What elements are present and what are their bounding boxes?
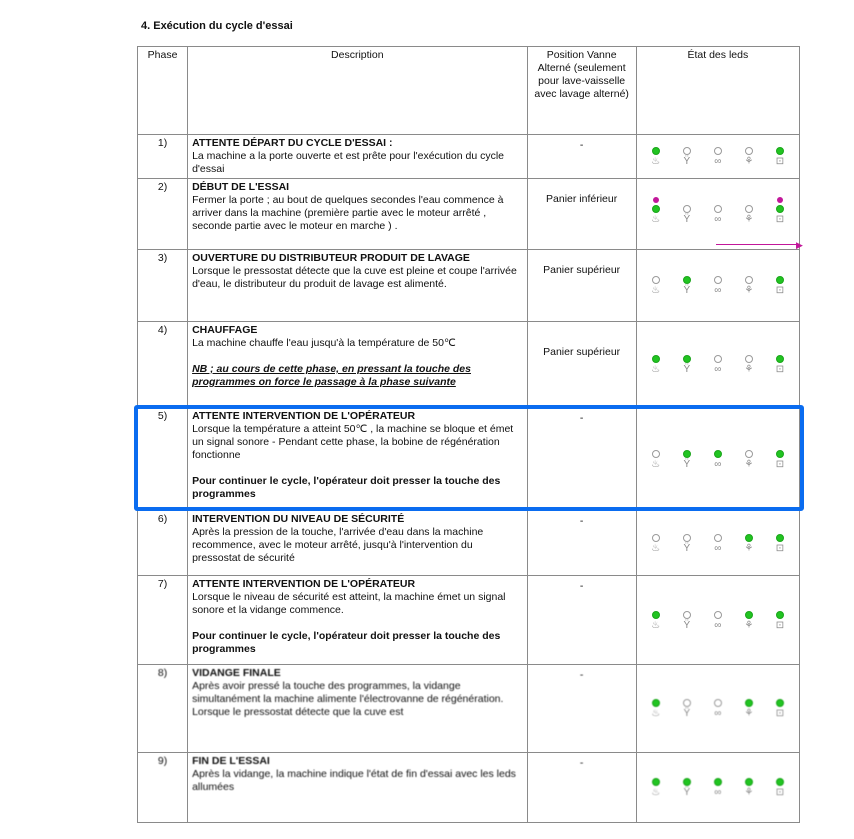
wash-icon: ♨ bbox=[651, 708, 661, 719]
led-slot bbox=[769, 603, 791, 637]
led-slot bbox=[738, 347, 760, 381]
dish-icon: ⚘ bbox=[744, 285, 754, 296]
led-on bbox=[776, 355, 784, 363]
led-slot bbox=[645, 139, 667, 173]
led-on bbox=[683, 355, 691, 363]
table-row bbox=[138, 322, 800, 408]
valve-position: - bbox=[527, 511, 636, 576]
led-on bbox=[652, 355, 660, 363]
led-slot bbox=[645, 197, 667, 231]
led-slot bbox=[769, 347, 791, 381]
led-off bbox=[652, 276, 660, 284]
led-slot bbox=[707, 347, 729, 381]
dish-icon: ⚘ bbox=[744, 787, 754, 798]
phase-title: ATTENTE DÉPART DU CYCLE D'ESSAI : bbox=[192, 137, 393, 149]
led-slot bbox=[645, 268, 667, 302]
led-slot bbox=[707, 770, 729, 804]
phase-number: 6) bbox=[138, 511, 188, 576]
wash-icon: ♨ bbox=[651, 214, 661, 225]
section-title: 4. Exécution du cycle d'essai bbox=[141, 20, 293, 32]
led-slot bbox=[676, 347, 698, 381]
led-slot bbox=[707, 603, 729, 637]
phase-description bbox=[188, 665, 528, 753]
eco-icon: ∞ bbox=[714, 285, 722, 296]
led-slot bbox=[707, 691, 729, 725]
led-off bbox=[745, 276, 753, 284]
led-off bbox=[745, 205, 753, 213]
led-on bbox=[652, 699, 660, 707]
phase-continue: Pour continuer le cycle, l'opérateur doit presser la touche des programmes bbox=[192, 630, 501, 655]
led-off bbox=[714, 355, 722, 363]
led-group bbox=[645, 139, 791, 173]
led-slot bbox=[738, 691, 760, 725]
phase-description bbox=[188, 511, 528, 576]
led-states bbox=[636, 665, 799, 753]
highlight-box bbox=[134, 405, 804, 511]
led-slot bbox=[676, 139, 698, 173]
led-off bbox=[745, 355, 753, 363]
led-off bbox=[745, 147, 753, 155]
glass-icon: Ÿ bbox=[683, 543, 691, 554]
led-slot bbox=[676, 197, 698, 231]
phase-body: La machine chauffe l'eau jusqu'à la température de 50℃ bbox=[192, 337, 456, 349]
phase-title: ATTENTE INTERVENTION DE L'OPÉRATEUR bbox=[192, 578, 416, 590]
wash-icon: ♨ bbox=[651, 156, 661, 167]
table-row bbox=[138, 179, 800, 250]
dish-icon: ⚘ bbox=[744, 543, 754, 554]
phase-description bbox=[188, 576, 528, 665]
led-off bbox=[714, 534, 722, 542]
phase-number: 3) bbox=[138, 250, 188, 322]
table-row bbox=[138, 753, 800, 823]
phase-title: ATTENTE INTERVENTION DE L'OPÉRATEUR bbox=[192, 410, 416, 422]
wash-icon: ♨ bbox=[651, 285, 661, 296]
phase-description bbox=[188, 179, 528, 250]
valve-position: - bbox=[527, 135, 636, 179]
table-row bbox=[138, 665, 800, 753]
annotation-arrow-line bbox=[716, 244, 800, 245]
led-states bbox=[636, 179, 799, 250]
led-off bbox=[714, 147, 722, 155]
phase-continue: Pour continuer le cycle, l'opérateur doit presser la touche des programmes bbox=[192, 475, 501, 500]
phase-title: OUVERTURE DU DISTRIBUTEUR PRODUIT DE LAVAGE bbox=[192, 252, 470, 264]
led-group bbox=[645, 691, 791, 725]
eco-icon: ∞ bbox=[714, 214, 722, 225]
led-on bbox=[683, 778, 691, 786]
led-slot bbox=[645, 526, 667, 560]
start-icon: ⊡ bbox=[775, 620, 785, 631]
phase-description bbox=[188, 753, 528, 823]
led-group bbox=[645, 347, 791, 381]
led-on bbox=[776, 611, 784, 619]
led-group bbox=[645, 197, 791, 231]
table-row bbox=[138, 511, 800, 576]
led-on bbox=[745, 611, 753, 619]
led-group bbox=[645, 603, 791, 637]
dish-icon: ⚘ bbox=[744, 708, 754, 719]
led-slot bbox=[645, 603, 667, 637]
led-on bbox=[745, 699, 753, 707]
table-row bbox=[138, 576, 800, 665]
table-row bbox=[138, 250, 800, 322]
phase-body: Lorsque le niveau de sécurité est atteint, la machine émet un signal sonore et la vidange commence. bbox=[192, 591, 506, 616]
phase-body: Après la vidange, la machine indique l'état de fin d'essai avec les leds allumées bbox=[192, 768, 516, 793]
start-icon: ⊡ bbox=[775, 459, 785, 470]
dish-icon: ⚘ bbox=[744, 620, 754, 631]
valve-position: Panier supérieur bbox=[527, 250, 636, 322]
eco-icon: ∞ bbox=[714, 459, 722, 470]
header-description: Description bbox=[188, 47, 528, 135]
phase-number: 8) bbox=[138, 665, 188, 753]
marker-dot bbox=[653, 197, 659, 203]
eco-icon: ∞ bbox=[714, 543, 722, 554]
led-off bbox=[683, 611, 691, 619]
led-slot bbox=[676, 691, 698, 725]
phase-body: Fermer la porte ; au bout de quelques secondes l'eau commence à arriver dans la machine (première partie avec le moteur arrêté , seconde partie avec le moteur en marche ) . bbox=[192, 194, 504, 232]
led-off bbox=[683, 205, 691, 213]
start-icon: ⊡ bbox=[775, 285, 785, 296]
led-slot bbox=[738, 603, 760, 637]
led-slot bbox=[738, 268, 760, 302]
phase-number: 7) bbox=[138, 576, 188, 665]
glass-icon: Ÿ bbox=[683, 459, 691, 470]
table-header-row bbox=[138, 47, 800, 135]
wash-icon: ♨ bbox=[651, 620, 661, 631]
phase-note: NB ; au cours de cette phase, en pressant la touche des programmes on force le passage à la phase suivante bbox=[192, 363, 471, 388]
led-off bbox=[714, 611, 722, 619]
glass-icon: Ÿ bbox=[683, 620, 691, 631]
dish-icon: ⚘ bbox=[744, 459, 754, 470]
led-off bbox=[683, 534, 691, 542]
wash-icon: ♨ bbox=[651, 787, 661, 798]
glass-icon: Ÿ bbox=[683, 285, 691, 296]
phase-number: 9) bbox=[138, 753, 188, 823]
phase-title: CHAUFFAGE bbox=[192, 324, 258, 336]
led-slot bbox=[769, 770, 791, 804]
table-row bbox=[138, 135, 800, 179]
led-states bbox=[636, 322, 799, 408]
led-slot bbox=[769, 139, 791, 173]
led-on bbox=[652, 611, 660, 619]
led-slot bbox=[707, 139, 729, 173]
start-icon: ⊡ bbox=[775, 787, 785, 798]
led-off bbox=[652, 534, 660, 542]
dish-icon: ⚘ bbox=[744, 364, 754, 375]
eco-icon: ∞ bbox=[714, 156, 722, 167]
led-on bbox=[652, 778, 660, 786]
glass-icon: Ÿ bbox=[683, 156, 691, 167]
phase-number: 1) bbox=[138, 135, 188, 179]
led-slot bbox=[769, 691, 791, 725]
header-leds: État des leds bbox=[636, 47, 799, 135]
wash-icon: ♨ bbox=[651, 459, 661, 470]
led-slot bbox=[707, 197, 729, 231]
valve-position: - bbox=[527, 665, 636, 753]
led-slot bbox=[738, 770, 760, 804]
phase-body: Lorsque la température a atteint 50℃ , la machine se bloque et émet un signal sonore - Pendant cette phase, la bobine de régénération fonctionne bbox=[192, 423, 514, 461]
glass-icon: Ÿ bbox=[683, 364, 691, 375]
phase-body: Lorsque le pressostat détecte que la cuve est pleine et coupe l'arrivée d'eau, le distributeur du produit de lavage est alimenté. bbox=[192, 265, 517, 290]
led-on bbox=[652, 205, 660, 213]
start-icon: ⊡ bbox=[775, 214, 785, 225]
led-off bbox=[683, 699, 691, 707]
led-on bbox=[745, 778, 753, 786]
glass-icon: Ÿ bbox=[683, 787, 691, 798]
phase-description bbox=[188, 135, 528, 179]
led-on bbox=[776, 699, 784, 707]
led-on bbox=[683, 276, 691, 284]
eco-icon: ∞ bbox=[714, 620, 722, 631]
led-slot bbox=[676, 268, 698, 302]
led-off bbox=[714, 205, 722, 213]
led-slot bbox=[738, 139, 760, 173]
phase-body: Après avoir pressé la touche des programmes, la vidange simultanément la machine alimente l'électrovanne de régénération. Lorsque le pressostat détecte que la cuve est bbox=[192, 680, 504, 718]
led-slot bbox=[769, 197, 791, 231]
phase-number: 2) bbox=[138, 179, 188, 250]
led-states bbox=[636, 576, 799, 665]
eco-icon: ∞ bbox=[714, 708, 722, 719]
annotation-arrow-head: ▶ bbox=[796, 240, 803, 250]
phase-body: Après la pression de la touche, l'arrivée d'eau dans la machine recommence, avec le moteur arrêté, jusqu'à l'intervention du pressostat de sécurité bbox=[192, 526, 484, 564]
phase-body: La machine a la porte ouverte et est prête pour l'exécution du cycle d'essai bbox=[192, 150, 505, 175]
phase-description bbox=[188, 322, 528, 408]
led-states bbox=[636, 753, 799, 823]
led-slot bbox=[676, 770, 698, 804]
valve-position: - bbox=[527, 408, 636, 511]
led-slot bbox=[676, 526, 698, 560]
valve-position: - bbox=[527, 753, 636, 823]
led-on bbox=[776, 205, 784, 213]
led-group bbox=[645, 268, 791, 302]
start-icon: ⊡ bbox=[775, 364, 785, 375]
led-off bbox=[683, 147, 691, 155]
led-slot bbox=[645, 347, 667, 381]
led-on bbox=[776, 147, 784, 155]
phase-title: INTERVENTION DU NIVEAU DE SÉCURITÉ bbox=[192, 513, 405, 525]
valve-position: - bbox=[527, 576, 636, 665]
phase-number: 4) bbox=[138, 322, 188, 408]
header-phase: Phase bbox=[138, 47, 188, 135]
led-slot bbox=[645, 691, 667, 725]
led-slot bbox=[707, 268, 729, 302]
valve-position: Panier inférieur bbox=[527, 179, 636, 250]
glass-icon: Ÿ bbox=[683, 708, 691, 719]
led-off bbox=[714, 699, 722, 707]
phase-title: FIN DE L'ESSAI bbox=[192, 755, 270, 767]
led-group bbox=[645, 526, 791, 560]
phase-number: 5) bbox=[138, 408, 188, 511]
led-group bbox=[645, 770, 791, 804]
dish-icon: ⚘ bbox=[744, 156, 754, 167]
header-valve: Position Vanne Alterné (seulement pour lave-vaisselle avec lavage alterné) bbox=[527, 47, 636, 135]
led-slot bbox=[676, 603, 698, 637]
led-states bbox=[636, 511, 799, 576]
dish-icon: ⚘ bbox=[744, 214, 754, 225]
wash-icon: ♨ bbox=[651, 543, 661, 554]
led-slot bbox=[769, 268, 791, 302]
led-on bbox=[776, 534, 784, 542]
led-slot bbox=[769, 526, 791, 560]
led-on bbox=[776, 778, 784, 786]
wash-icon: ♨ bbox=[651, 364, 661, 375]
marker-dot bbox=[777, 197, 783, 203]
valve-position: Panier supérieur bbox=[527, 322, 636, 408]
led-slot bbox=[738, 526, 760, 560]
led-on bbox=[745, 534, 753, 542]
led-states bbox=[636, 135, 799, 179]
led-on bbox=[776, 276, 784, 284]
phase-title: DÉBUT DE L'ESSAI bbox=[192, 181, 290, 193]
led-on bbox=[652, 147, 660, 155]
eco-icon: ∞ bbox=[714, 787, 722, 798]
glass-icon: Ÿ bbox=[683, 214, 691, 225]
phase-title: VIDANGE FINALE bbox=[192, 667, 281, 679]
led-slot bbox=[738, 197, 760, 231]
phase-description bbox=[188, 250, 528, 322]
led-slot bbox=[707, 526, 729, 560]
led-on bbox=[714, 778, 722, 786]
start-icon: ⊡ bbox=[775, 543, 785, 554]
led-off bbox=[714, 276, 722, 284]
start-icon: ⊡ bbox=[775, 156, 785, 167]
led-slot bbox=[645, 770, 667, 804]
eco-icon: ∞ bbox=[714, 364, 722, 375]
led-states bbox=[636, 250, 799, 322]
start-icon: ⊡ bbox=[775, 708, 785, 719]
